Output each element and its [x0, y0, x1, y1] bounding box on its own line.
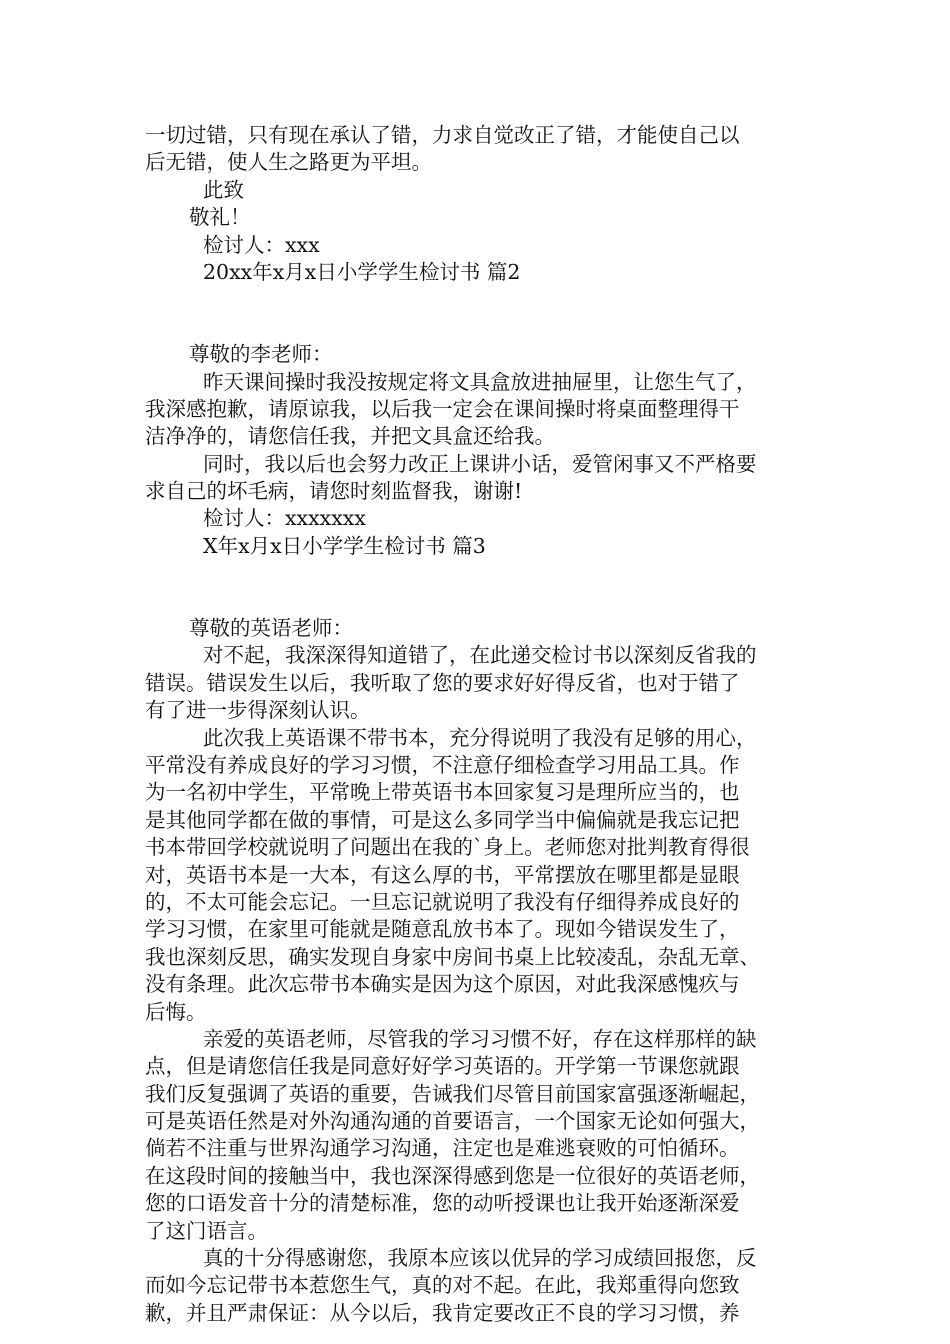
- paragraph-line: 后无错，使人生之路更为平坦。: [145, 150, 432, 175]
- closing-regards: 敬礼！: [189, 205, 251, 230]
- paragraph-line: 我深感抱歉，请原谅我，以后我一定会在课间操时将桌面整理得干: [145, 396, 740, 421]
- paragraph-line: 同时，我以后也会努力改正上课讲小话，爱管闲事又不严格要: [203, 451, 757, 476]
- paragraph-line: 此次我上英语课不带书本，充分得说明了我没有足够的用心，: [203, 725, 757, 750]
- paragraph-line: 昨天课间操时我没按规定将文具盒放进抽屉里，让您生气了，: [203, 369, 757, 394]
- paragraph-line: 在这段时间的接触当中，我也深深得感到您是一位很好的英语老师，: [145, 1163, 760, 1188]
- document-body: [145, 122, 815, 1327]
- paragraph-line: 点，但是请您信任我是同意好好学习英语的。开学第一节课您就跟: [145, 1054, 740, 1079]
- signer-line: 检讨人：xxxxxxx: [203, 506, 366, 531]
- paragraph-line: 没有条理。此次忘带书本确实是因为这个原因，对此我深感愧疚与: [145, 972, 740, 997]
- paragraph-line: 书本带回学校就说明了问题出在我的`身上。老师您对批判教育得很: [145, 835, 750, 860]
- paragraph-line: 一切过错，只有现在承认了错，力求自觉改正了错，才能使自己以: [145, 123, 740, 147]
- spacer: [145, 286, 815, 313]
- paragraph-line: 您的口语发音十分的清楚标准，您的动听授课也让我开始逐渐深爱: [145, 1191, 740, 1216]
- paragraph-line: 对不起，我深深得知道错了，在此递交检讨书以深刻反省我的: [203, 643, 757, 668]
- spacer: [145, 560, 815, 587]
- paragraph-line: 亲爱的英语老师，尽管我的学习习惯不好，存在这样那样的缺: [203, 1026, 757, 1051]
- paragraph-line: 我们反复强调了英语的重要，告诫我们尽管目前国家富强逐渐崛起，: [145, 1081, 760, 1106]
- paragraph-line: 学习习惯，在家里可能就是随意乱放书本了。现如今错误发生了，: [145, 917, 740, 942]
- salutation: 尊敬的英语老师：: [189, 616, 353, 641]
- spacer: [145, 314, 815, 341]
- paragraph-line: 我也深刻反思，确实发现自身家中房间书桌上比较凌乱，杂乱无章、: [145, 944, 760, 969]
- paragraph-line: 对，英语书本是一大本，有这么厚的书，平常摆放在哪里都是显眼: [145, 862, 740, 887]
- paragraph-line: 是其他同学都在做的事情，可是这么多同学当中偏偏就是我忘记把: [145, 807, 740, 832]
- paragraph-line: 了这门语言。: [145, 1218, 268, 1243]
- paragraph-line: 的，不太可能会忘记。一旦忘记就说明了我没有仔细得养成良好的: [145, 889, 740, 914]
- paragraph-line: 歉，并且严肃保证：从今以后，我肯定要改正不良的学习习惯，养: [145, 1300, 740, 1325]
- paragraph-line: 真的十分得感谢您，我原本应该以优异的学习成绩回报您，反: [203, 1246, 757, 1271]
- paragraph-line: 平常没有养成良好的学习习惯，不注意仔细检查学习用品工具。作: [145, 752, 740, 777]
- paragraph-line: 而如今忘记带书本惹您生气，真的对不起。在此，我郑重得向您致: [145, 1273, 740, 1298]
- paragraph-line: 有了进一步得深刻认识。: [145, 698, 371, 723]
- signer-line: 检讨人：xxx: [203, 232, 320, 257]
- closing-salutation: 此致: [203, 177, 244, 202]
- salutation: 尊敬的李老师：: [189, 342, 333, 367]
- spacer: [145, 588, 815, 615]
- paragraph-line: 为一名初中学生，平常晚上带英语书本回家复习是理所应当的，也: [145, 780, 740, 805]
- paragraph-line: 可是英语任然是对外沟通沟通的首要语言，一个国家无论如何强大，: [145, 1109, 760, 1134]
- paragraph-line: 求自己的坏毛病，请您时刻监督我，谢谢!: [145, 479, 523, 504]
- paragraph-line: 后悔。: [145, 999, 207, 1024]
- date-title-line: X年x月x日小学学生检讨书 篇3: [203, 533, 486, 558]
- paragraph-line: 洁净净的，请您信任我，并把文具盒还给我。: [145, 424, 555, 449]
- paragraph-line: 倘若不注重与世界沟通学习沟通，注定也是难逃衰败的可怕循环。: [145, 1136, 740, 1161]
- date-title-line: 20xx年x月x日小学学生检讨书 篇2: [203, 259, 521, 284]
- paragraph-line: 错误。错误发生以后，我听取了您的要求好好得反省，也对于错了: [145, 670, 740, 695]
